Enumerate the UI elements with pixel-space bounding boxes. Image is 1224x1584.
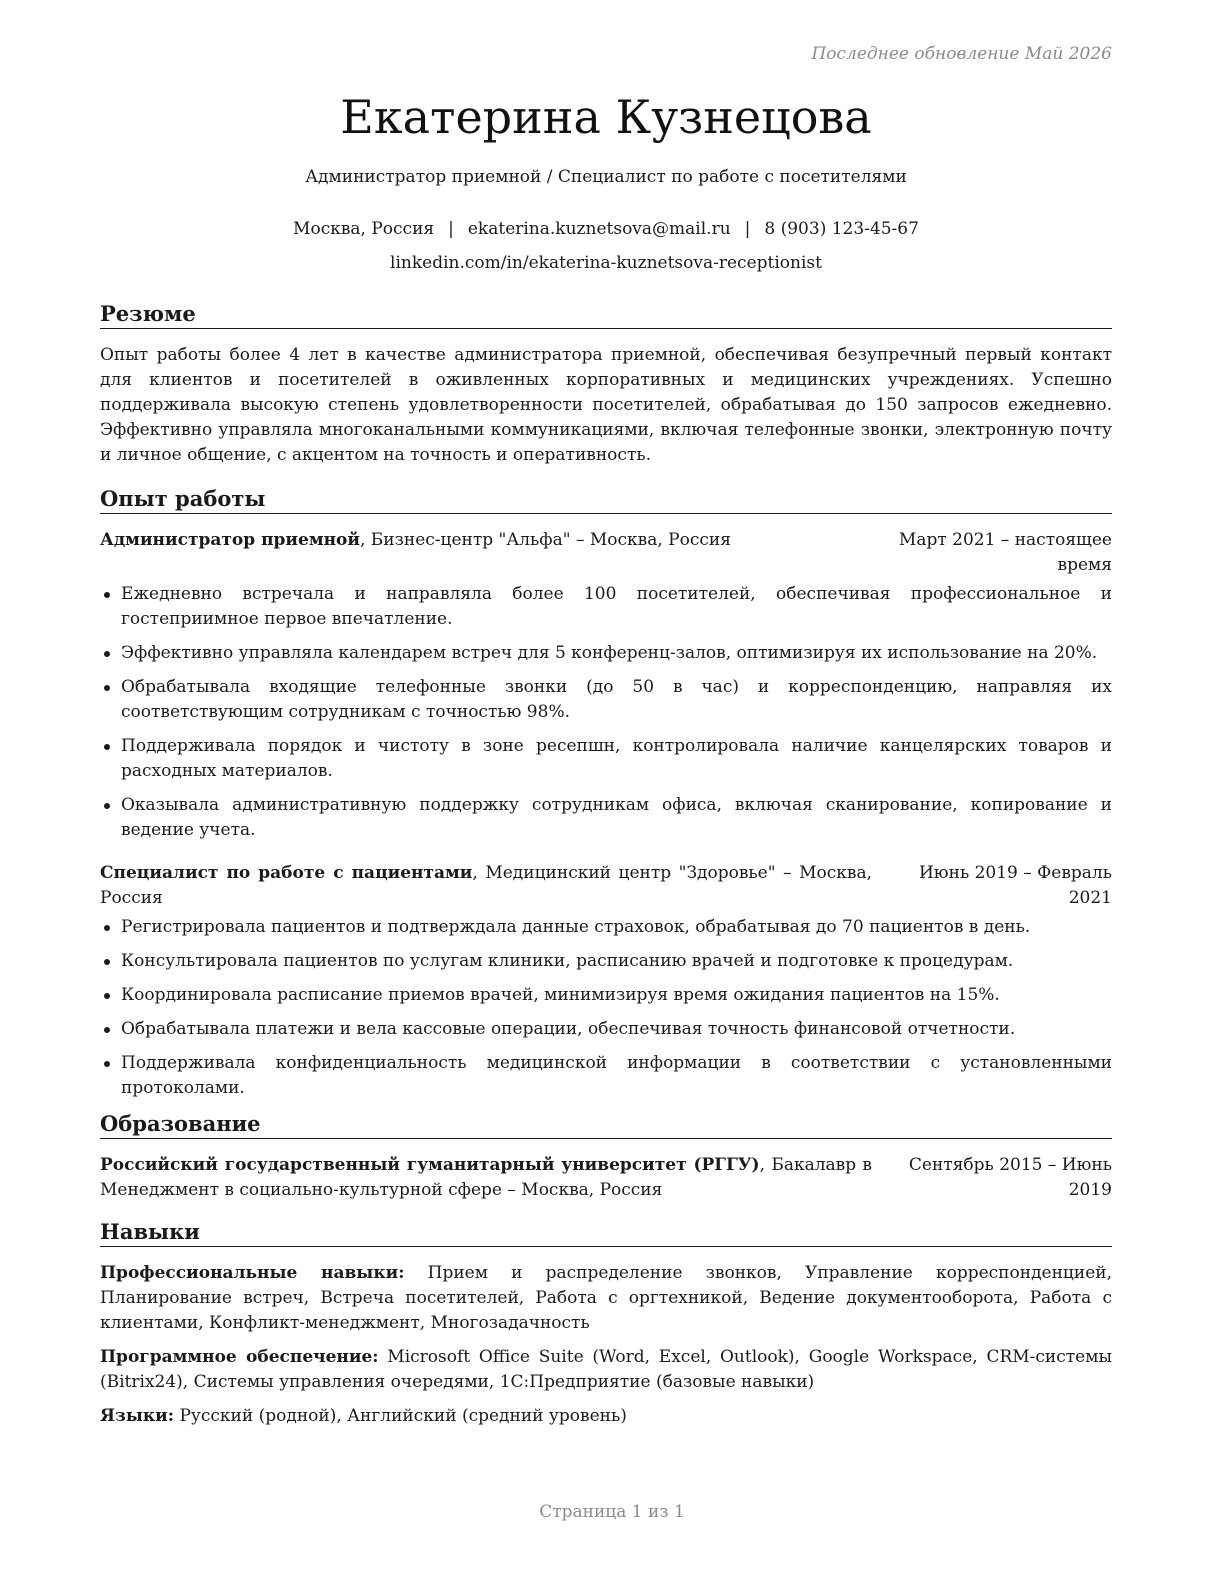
- list-item: Обрабатывала платежи и вела кассовые операции, обеспечивая точность финансовой отчетности.: [100, 1017, 1112, 1042]
- section-title-education: Образование: [100, 1111, 1112, 1139]
- job-entry-1: [100, 528, 1112, 843]
- last-updated: Последнее обновление Май 2026: [811, 44, 1112, 64]
- candidate-name: Екатерина Кузнецова: [340, 90, 872, 144]
- list-item: Эффективно управляла календарем встреч для 5 конференц-залов, оптимизируя их использование на 20%.: [100, 641, 1112, 666]
- job-role: Администратор приемной: [100, 530, 360, 550]
- skill-text: Прием и распределение звонков, Управление корреспонденцией, Планирование встреч, Встреча посетителей, Работа с оргтехникой, Ведение документооборота, Работа с клиентами, Конфликт-менеджмент, Многозадачность: [100, 1263, 1112, 1333]
- section-title-summary: Резюме: [100, 301, 1112, 329]
- degree: , Бакалавр в Менеджмент в социально-культурной сфере – Москва, Россия: [100, 1155, 873, 1200]
- job-entry-2: [100, 861, 1112, 1101]
- section-title-skills: Навыки: [100, 1219, 1112, 1247]
- job-dates: Март 2021 – настоящее время: [898, 530, 1112, 575]
- job-title-tagline: Администратор приемной / Специалист по работе с посетителями: [305, 167, 907, 187]
- separator: |: [448, 219, 454, 239]
- list-item: Консультировала пациентов по услугам клиники, расписанию врачей и подготовке к процедурам.: [100, 949, 1112, 974]
- separator: |: [744, 219, 751, 239]
- list-item: Оказывала административную поддержку сотрудникам офиса, включая сканирование, копирование и ведение учета.: [100, 793, 1112, 843]
- phone-number: 8 (903) 123-45-67: [764, 219, 919, 239]
- summary-text: Опыт работы более 4 лет в качестве администратора приемной, обеспечивая безупречный первый контакт для клиентов и посетителей в оживленных корпоративных и медицинских учреждениях. Успешно поддерживала высокую степень удовлетворенности посетителей, обрабатывая до 150 запросов ежедневно. Эффективно управляла многоканальными коммуникациями, включая телефонные звонки, электронную почту и личное общение, с акцентом на точность и оперативность.: [100, 345, 1112, 465]
- page-number: Страница 1 из 1: [539, 1502, 685, 1522]
- skill-text: Microsoft Office Suite (Word, Excel, Outlook), Google Workspace, CRM-системы (Bitrix24), Системы управления очередями, 1С:Предприятие (базовые навыки): [100, 1347, 1112, 1392]
- skill-label: Языки:: [100, 1406, 175, 1426]
- job-role: Специалист по работе с пациентами: [100, 863, 473, 883]
- email-link[interactable]: ekaterina.kuznetsova@mail.ru: [467, 219, 731, 239]
- list-item: Координировала расписание приемов врачей, минимизируя время ожидания пациентов на 15%.: [100, 983, 1112, 1008]
- linkedin-link[interactable]: linkedin.com/in/ekaterina-kuznetsova-receptionist: [390, 253, 822, 273]
- skill-text: Русский (родной), Английский (средний уровень): [174, 1406, 627, 1426]
- list-item: Поддерживала порядок и чистоту в зоне ресепшн, контролировала наличие канцелярских товаров и расходных материалов.: [100, 734, 1112, 784]
- education-entry: [100, 1153, 1112, 1203]
- list-item: Обрабатывала входящие телефонные звонки (до 50 в час) и корреспонденцию, направляя их соответствующим сотрудникам с точностью 98%.: [100, 675, 1112, 725]
- list-item: Поддерживала конфиденциальность медицинской информации в соответствии с установленными протоколами.: [100, 1051, 1112, 1101]
- job-org: , Бизнес-центр "Альфа" – Москва, Россия: [359, 530, 731, 550]
- contact-line: [100, 218, 1112, 240]
- section-title-experience: Опыт работы: [100, 486, 1112, 514]
- job-bullets: [100, 582, 1112, 843]
- skills-software: [100, 1345, 1112, 1395]
- list-item: Регистрировала пациентов и подтверждала данные страховок, обрабатывая до 70 пациентов в день.: [100, 915, 1112, 940]
- list-item: Ежедневно встречала и направляла более 100 посетителей, обеспечивая профессиональное и гостеприимное первое впечатление.: [100, 582, 1112, 632]
- job-header: [100, 528, 1112, 578]
- job-header: [100, 861, 1112, 911]
- location: Москва, Россия: [293, 219, 435, 239]
- skills-professional: [100, 1261, 1112, 1336]
- job-org: , Медицинский центр "Здоровье" – Москва, Россия: [100, 863, 872, 908]
- school-name: Российский государственный гуманитарный университет (РГГУ): [100, 1155, 760, 1175]
- skill-label: Программное обеспечение:: [100, 1347, 379, 1367]
- skill-label: Профессиональные навыки:: [100, 1263, 405, 1283]
- skills-languages: [100, 1404, 1112, 1429]
- education-dates: Сентябрь 2015 – Июнь 2019: [908, 1155, 1112, 1200]
- job-bullets: [100, 915, 1112, 1101]
- job-dates: Июнь 2019 – Февраль 2021: [918, 863, 1112, 908]
